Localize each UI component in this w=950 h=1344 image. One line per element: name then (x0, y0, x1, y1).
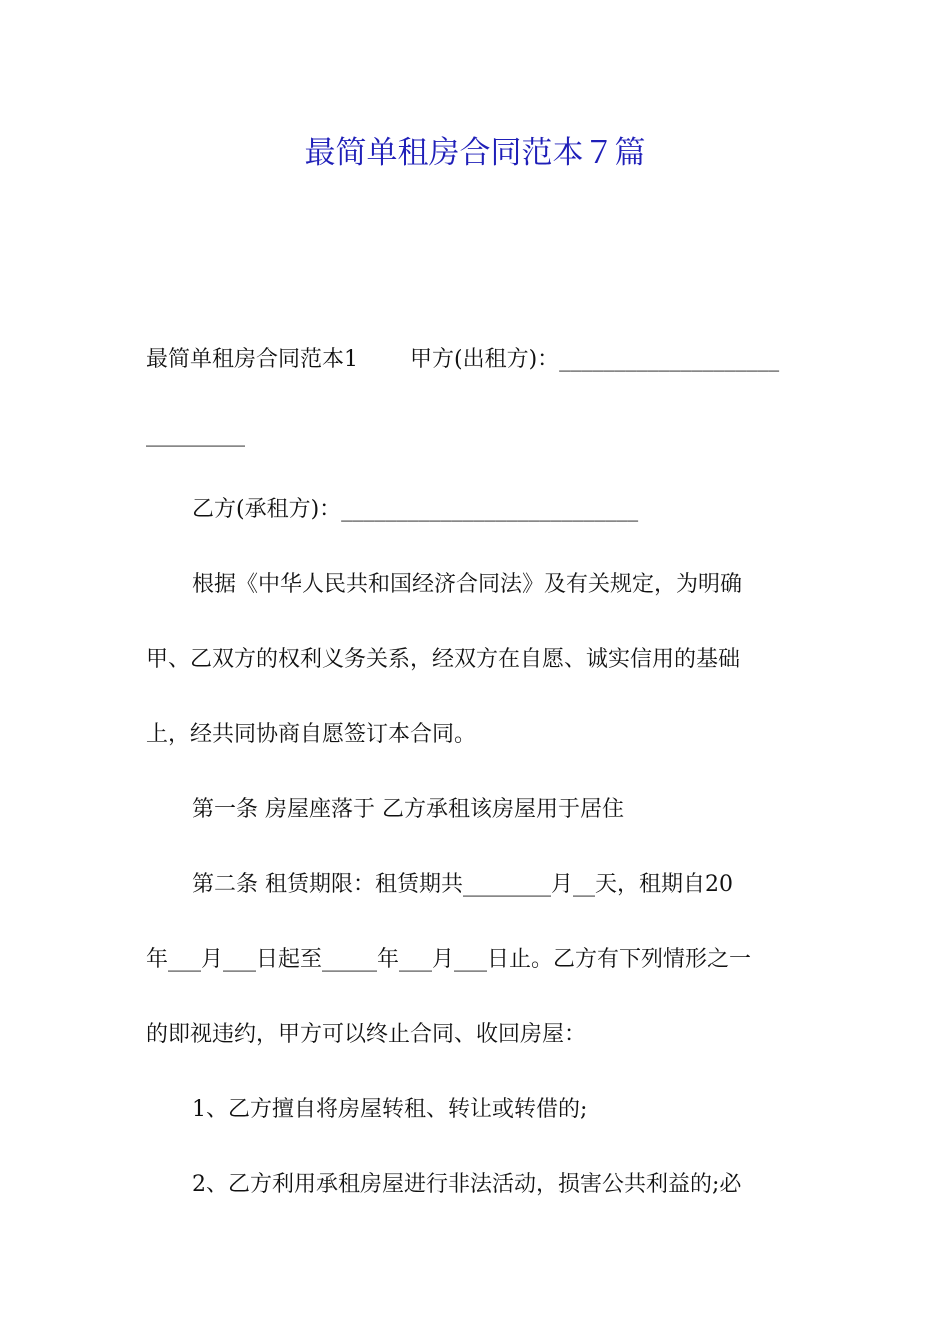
contract-heading: 最简单租房合同范本1 (146, 347, 358, 372)
list-item: 1、乙方擅自将房屋转租、转让或转借的; (192, 1097, 588, 1122)
document-title: 最简单租房合同范本７篇 (304, 135, 646, 171)
paragraph-line: 年___月___日起至_____年___月___日止。乙方有下列情形之一 (146, 947, 752, 972)
first-line (146, 340, 779, 380)
paragraph-line: 根据《中华人民共和国经济合同法》及有关规定，为明确 (192, 572, 743, 597)
paragraph-line: 的即视违约，甲方可以终止合同、收回房屋： (146, 1022, 587, 1047)
article-two: 第二条 租赁期限：租赁期共________月__天，租期自20 (192, 872, 733, 897)
list-item: 2、乙方利用承租房屋进行非法活动，损害公共利益的;必 (192, 1172, 742, 1197)
paragraph-line: 上，经共同协商自愿签订本合同。 (146, 722, 477, 747)
party-a-line: 甲方(出租方)：____________________ (410, 347, 780, 372)
party-a-blank-continuation: _________ (146, 422, 245, 447)
article-one: 第一条 房屋座落于 乙方承租该房屋用于居住 (192, 797, 624, 822)
paragraph-line: 甲、乙双方的权利义务关系，经双方在自愿、诚实信用的基础 (146, 647, 741, 672)
party-b-line: 乙方(承租方)：___________________________ (192, 497, 639, 522)
